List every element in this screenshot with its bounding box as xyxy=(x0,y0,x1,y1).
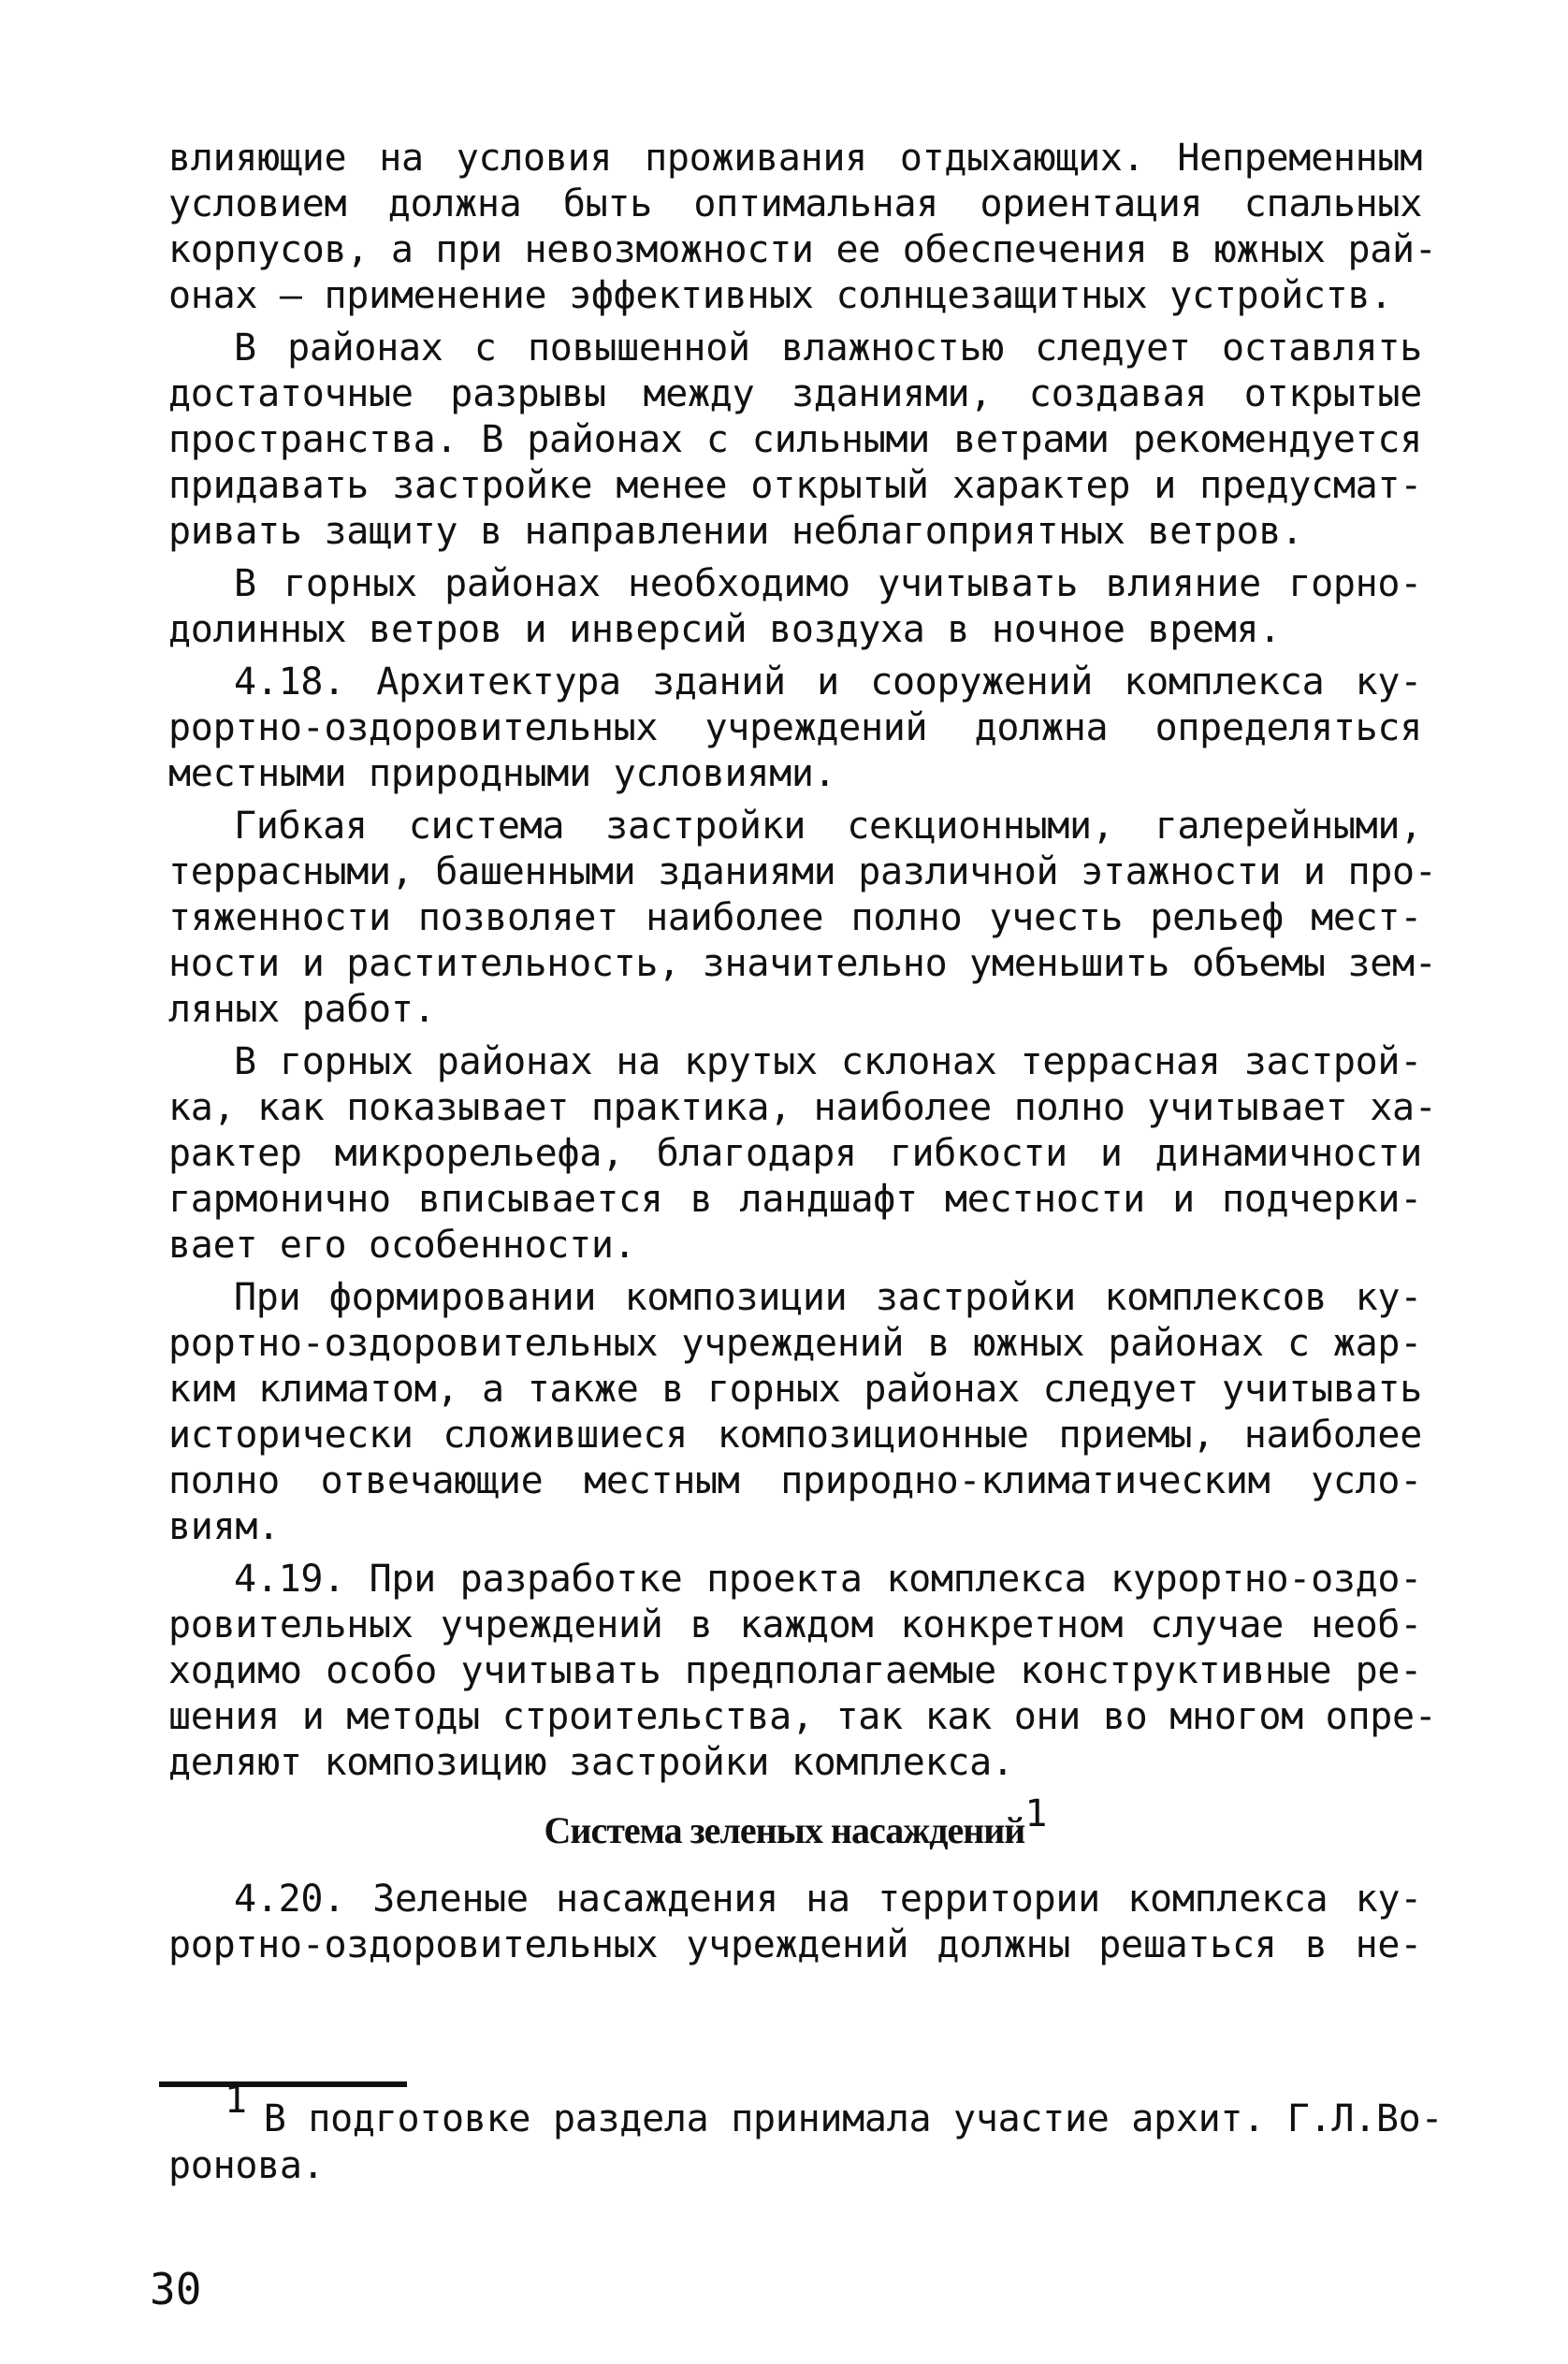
paragraph xyxy=(168,1275,1422,1550)
text-line: рортно-оздоровительных учреждений в южных районах с жар- xyxy=(168,1322,1422,1365)
footnote-line xyxy=(168,2079,1444,2142)
text-line: ким климатом, а также в горных районах следует учитывать xyxy=(168,1368,1422,1411)
text-line: В районах с повышенной влажностью следует оставлять xyxy=(234,326,1422,370)
text-line: В горных районах необходимо учитывать влияние горно- xyxy=(234,562,1422,605)
text-line: ривать защиту в направлении неблагоприятных ветров. xyxy=(168,510,1303,553)
paragraph xyxy=(168,561,1422,653)
section-heading xyxy=(168,1792,1422,1852)
text-line: тяженности позволяет наиболее полно учесть рельеф мест- xyxy=(168,896,1422,939)
text-line: 4.19. При разработке проекта комплекса курортно-оздо- xyxy=(234,1558,1422,1601)
text-line: ляных работ. xyxy=(168,988,436,1031)
text-line: ности и растительность, значительно уменьшить объемы зем- xyxy=(168,942,1437,985)
footnote-reference: 1 xyxy=(1024,1792,1047,1835)
text-line: деляют композицию застройки комплекса. xyxy=(168,1741,1014,1784)
footnote-mark: 1 xyxy=(225,2079,247,2122)
footnote-text: В подготовке раздела принимала участие архит. Г.Л.Во- xyxy=(263,2097,1444,2140)
text-line: В горных районах на крутых склонах террасная застрой- xyxy=(234,1040,1422,1083)
text-line: корпусов, а при невозможности ее обеспечения в южных рай- xyxy=(168,228,1437,271)
paragraph xyxy=(168,326,1422,555)
text-line: придавать застройке менее открытый характер и предусмат- xyxy=(168,464,1422,507)
text-line: ровительных учреждений в каждом конкретном случае необ- xyxy=(168,1603,1422,1646)
text-line: ка, как показывает практика, наиболее полно учитывает ха- xyxy=(168,1086,1437,1129)
paragraph xyxy=(168,804,1437,1033)
text-line: местными природными условиями. xyxy=(168,752,836,795)
text-line: пространства. В районах с сильными ветрами рекомендуется xyxy=(168,418,1422,461)
page-number: 30 xyxy=(150,2264,202,2314)
page-body xyxy=(168,136,1437,1975)
text-line: рортно-оздоровительных учреждений должна определяться xyxy=(168,706,1422,749)
text-line: долинных ветров и инверсий воздуха в ночное время. xyxy=(168,608,1282,651)
footnote-line: ронова. xyxy=(168,2144,325,2187)
text-line: исторически сложившиеся композиционные приемы, наиболее xyxy=(168,1414,1422,1457)
text-line: виям. xyxy=(168,1505,280,1548)
text-line: влияющие на условия проживания отдыхающих. Непременным xyxy=(168,137,1422,180)
text-line: рортно-оздоровительных учреждений должны решаться в не- xyxy=(168,1923,1422,1966)
text-line: онах – применение эффективных солнцезащитных устройств. xyxy=(168,274,1393,317)
text-line: вает его особенности. xyxy=(168,1224,636,1267)
paragraph xyxy=(168,136,1437,319)
text-line: При формировании композиции застройки комплексов ку- xyxy=(234,1276,1422,1319)
paragraph xyxy=(168,1039,1437,1269)
text-line: условием должна быть оптимальная ориентация спальных xyxy=(168,182,1422,225)
paragraph xyxy=(168,1557,1437,1786)
text-line: ходимо особо учитывать предполагаемые конструктивные ре- xyxy=(168,1649,1422,1692)
paragraph xyxy=(168,1877,1422,1968)
text-line: шения и методы строительства, так как они во многом опре- xyxy=(168,1695,1437,1738)
section-heading-text: Система зеленых насаждений xyxy=(544,1809,1025,1851)
footnote xyxy=(168,2079,1444,2189)
text-line: террасными, башенными зданиями различной этажности и про- xyxy=(168,850,1437,893)
text-line: достаточные разрывы между зданиями, создавая открытые xyxy=(168,372,1422,415)
text-line: 4.18. Архитектура зданий и сооружений комплекса ку- xyxy=(234,660,1422,703)
text-line: рактер микрорельефа, благодаря гибкости и динамичности xyxy=(168,1132,1422,1175)
text-line: 4.20. Зеленые насаждения на территории комплекса ку- xyxy=(234,1878,1422,1921)
paragraph xyxy=(168,660,1422,797)
text-line: Гибкая система застройки секционными, галерейными, xyxy=(234,805,1422,848)
text-line: полно отвечающие местным природно-климатическим усло- xyxy=(168,1459,1422,1502)
text-line: гармонично вписывается в ландшафт местности и подчерки- xyxy=(168,1178,1422,1221)
